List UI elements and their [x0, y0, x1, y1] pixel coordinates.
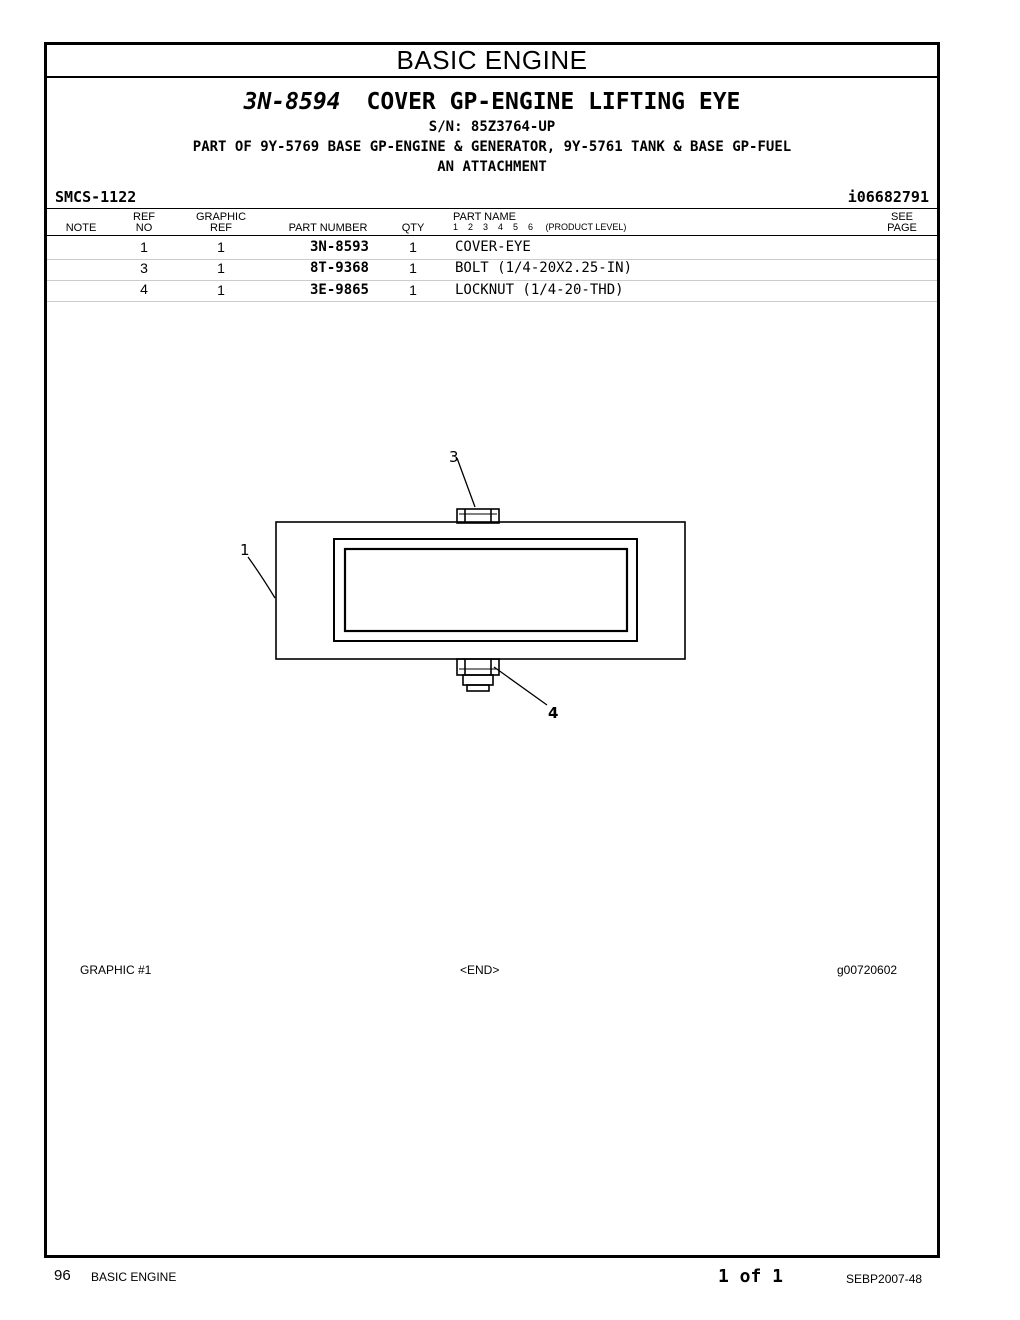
col-ref-no-1: REF	[133, 211, 155, 223]
parts-illustration	[47, 45, 937, 945]
col-part-number: PART NUMBER	[288, 222, 368, 234]
row-graphic-ref: 1	[217, 282, 225, 298]
col-graphic-ref-2: REF	[210, 222, 232, 234]
row-part-name: COVER-EYE	[455, 239, 531, 255]
row-part-name: BOLT (1/4-20X2.25-IN)	[455, 260, 633, 276]
row-part-name: LOCKNUT (1/4-20-THD)	[455, 282, 624, 298]
row-qty: 1	[409, 282, 417, 298]
footer-section: BASIC ENGINE	[91, 1270, 177, 1284]
locknut	[457, 659, 499, 691]
cover-frame-outer	[334, 539, 637, 641]
col-see-page-2: PAGE	[887, 222, 917, 234]
doc-id: SEBP2007-48	[846, 1272, 923, 1286]
cover-frame-inner	[345, 549, 627, 631]
illustration-id: i06682791	[847, 188, 929, 206]
col-note: NOTE	[65, 222, 97, 234]
callout-4: 4	[548, 704, 559, 722]
page-of: 1 of 1	[718, 1266, 784, 1287]
bolt-head	[457, 509, 499, 523]
smcs-code: SMCS-1122	[55, 188, 137, 206]
row-graphic-ref: 1	[217, 239, 225, 255]
group-name: COVER GP-ENGINE LIFTING EYE	[366, 89, 741, 115]
col-see-page-1: SEE	[890, 211, 913, 223]
leader-1	[248, 557, 275, 598]
graphic-id: g00720602	[837, 963, 898, 977]
col-part-name: PART NAME	[453, 211, 516, 223]
row-part-number: 3E-9865	[309, 282, 369, 298]
serial-number: S/N: 85Z3764-UP	[428, 119, 556, 135]
graphic-label: GRAPHIC #1	[80, 963, 152, 977]
part-of-line-1: PART OF 9Y-5769 BASE GP-ENGINE & GENERATOR, 9Y-5761 TANK & BASE GP-FUEL	[192, 139, 792, 155]
page-frame	[44, 42, 940, 1258]
row-ref-no: 1	[140, 239, 148, 255]
row-part-number: 3N-8593	[309, 239, 369, 255]
callout-1: 1	[240, 541, 250, 559]
graphic-end: <END>	[460, 963, 500, 977]
part-of-line-2: AN ATTACHMENT	[437, 159, 547, 175]
callout-3: 3	[449, 448, 459, 466]
page-number: 96	[54, 1267, 71, 1284]
row-part-number: 8T-9368	[309, 260, 369, 276]
col-product-levels: 1 2 3 4 5 6 (PRODUCT LEVEL)	[453, 222, 627, 232]
row-ref-no: 4	[140, 281, 148, 297]
row-qty: 1	[409, 260, 417, 276]
row-ref-no: 3	[140, 260, 148, 276]
row-graphic-ref: 1	[217, 260, 225, 276]
leader-4	[494, 667, 547, 705]
section-title: BASIC ENGINE	[47, 45, 937, 78]
row-qty: 1	[409, 239, 417, 255]
group-part-number: 3N-8594	[243, 89, 341, 115]
col-ref-no-2: NO	[135, 222, 153, 234]
cover-plate	[276, 522, 685, 659]
leader-3	[457, 458, 475, 507]
col-qty: QTY	[401, 222, 425, 234]
col-graphic-ref-1: GRAPHIC	[195, 211, 247, 223]
